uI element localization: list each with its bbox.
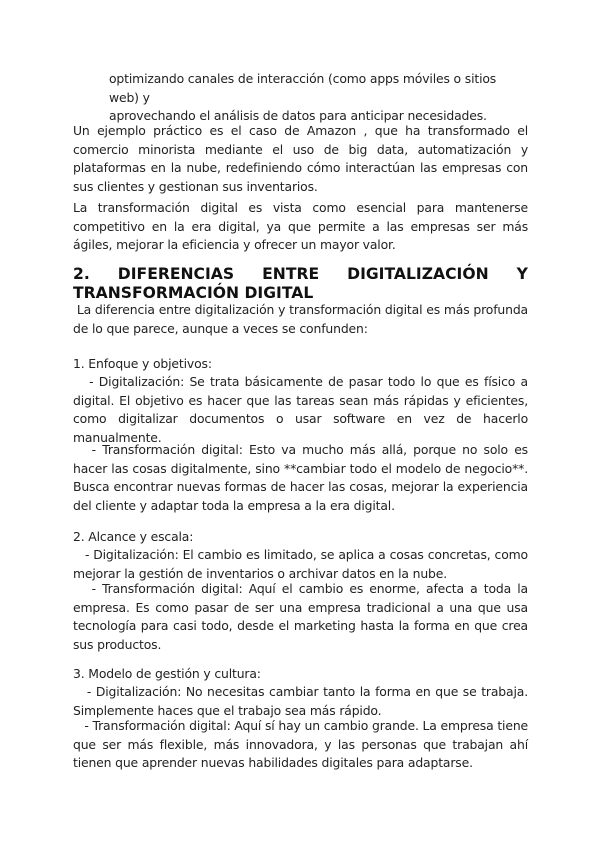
section-intro: La diferencia entre digitalización y transformación digital es más profunda de lo que parece, aunque a veces se confunden: xyxy=(73,302,532,336)
paragraph-digital-transformation: La transformación digital es vista como esencial para mantenerse competitivo en la era digital, ya que permite a las empresas ser más ágiles, mejorar la eficiencia y ofrecer un mayor valor. xyxy=(73,200,528,253)
heading-word-diferencias: DIFERENCIAS xyxy=(117,265,235,283)
section-heading xyxy=(73,265,528,303)
item-2-transformacion: - Transformación digital: Aquí el cambio es enorme, afecta a toda la empresa. Es como pasar de ser una empresa tradicional a una que usa tecnología para casi todo, desde el marketing hasta la forma en que crea sus productos. xyxy=(73,581,532,652)
heading-word-digitalizacion: DIGITALIZACIÓN xyxy=(347,265,489,283)
heading-word-entre: ENTRE xyxy=(262,265,320,283)
section-number: 2. xyxy=(73,265,90,283)
continuation-line-2: aprovechando el análisis de datos para anticipar necesidades. xyxy=(109,108,487,124)
paragraph-amazon-example: Un ejemplo práctico es el caso de Amazon , que ha transformado el comercio minorista mediante el uso de big data, automatización y plataformas en la nube, redefiniendo cómo interactúan las empresas con sus clientes y gestionan sus inventarios. xyxy=(73,123,528,194)
item-2-title: 2. Alcance y escala: xyxy=(73,529,194,544)
continuation-line-1: optimizando canales de interacción (como apps móviles o sitios web) y xyxy=(109,71,497,105)
item-3-digitalizacion: - Digitalización: No necesitas cambiar tanto la forma en que se trabaja. Simplemente haces que el trabajo sea más rápido. xyxy=(73,684,532,718)
heading-word-y: Y xyxy=(516,265,528,283)
item-1-title: 1. Enfoque y objetivos: xyxy=(73,356,212,371)
heading-line-2: TRANSFORMACIÓN DIGITAL xyxy=(73,284,314,302)
item-1-transformacion: - Transformación digital: Esto va mucho más allá, porque no solo es hacer las cosas digitalmente, sino **cambiar todo el modelo de negocio**. Busca encontrar nuevas formas de hacer las cosas, mejorar la experiencia del cliente y adaptar toda la empresa a la era digital. xyxy=(73,442,532,513)
item-2-digitalizacion: - Digitalización: El cambio es limitado, se aplica a cosas concretas, como mejorar la gestión de inventarios o archivar datos en la nube. xyxy=(73,547,532,581)
item-1-digitalizacion: - Digitalización: Se trata básicamente de pasar todo lo que es físico a digital. El objetivo es hacer que las tareas sean más rápidas y eficientes, como digitalizar documentos o usar software en vez de hacerlo manualmente. xyxy=(73,374,532,445)
item-3-title: 3. Modelo de gestión y cultura: xyxy=(73,666,261,681)
item-3-transformacion: - Transformación digital: Aquí sí hay un cambio grande. La empresa tiene que ser más flexible, más innovadora, y las personas que trabajan ahí tienen que aprender nuevas habilidades digitales para adaptarse. xyxy=(73,718,532,771)
continuation-paragraph xyxy=(109,70,528,126)
